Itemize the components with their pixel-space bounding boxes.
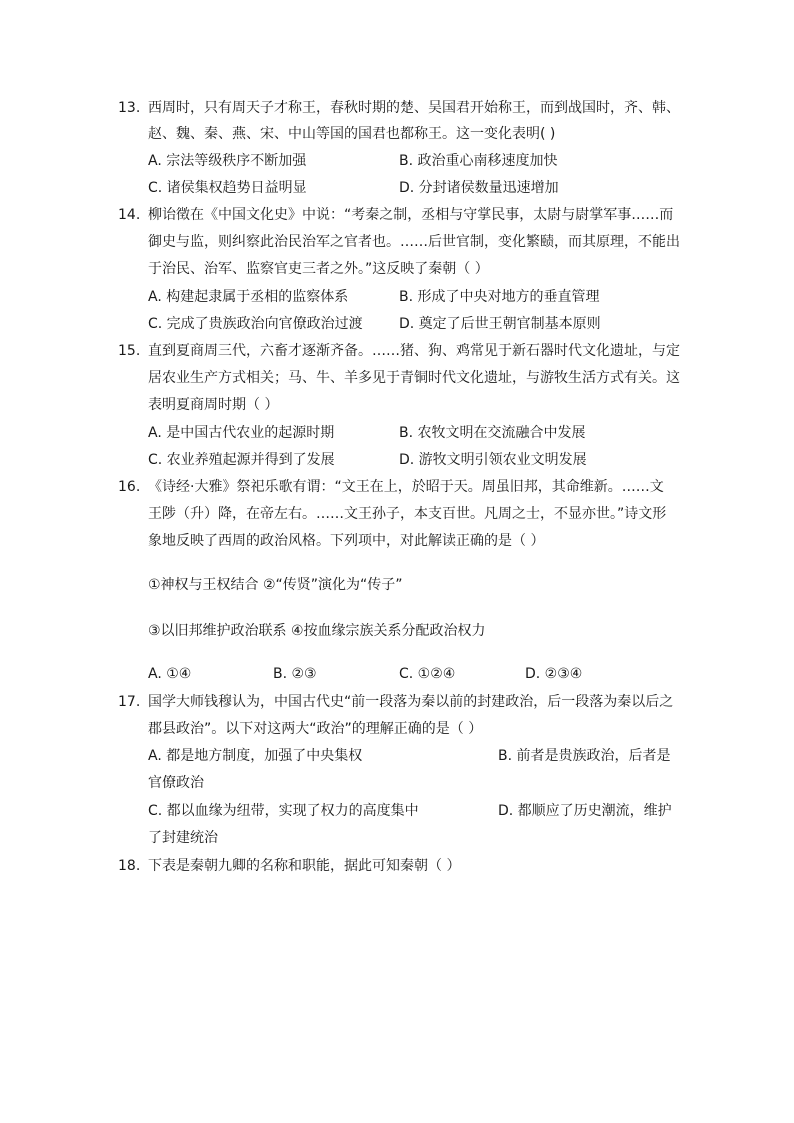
question-text-line: 表明夏商周时期（ ） [148,397,279,413]
question-text-line: 《诗经·大雅》祭祀乐歌有谓：“文王在上，於昭于天。周虽旧邦，其命维新。……文 [148,479,664,495]
question-number: 16. [118,479,141,495]
option-c: C. 农业养殖起源并得到了发展 [148,452,335,468]
option-a: A. 宗法等级秩序不断加强 [148,153,307,169]
option-b: B. ②③ [273,666,317,682]
option-d: D. 分封诸侯数量迅速增加 [399,180,559,196]
question-text-line: 柳诒徵在《中国文化史》中说：“考秦之制，丞相与守掌民事，太尉与尉掌军事……而 [148,207,674,223]
question-text-line: 国学大师钱穆认为，中国古代史“前一段落为秦以前的封建政治，后一段落为秦以后之 [148,694,674,710]
question-text-line: 下表是秦朝九卿的名称和职能，据此可知秦朝（ ） [148,858,461,874]
option-d: D. 奠定了后世王朝官制基本原则 [399,316,601,332]
option-a: A. 都是地方制度，加强了中央集权 [148,748,363,764]
question-number: 15. [118,343,141,359]
question-text-line: 于治民、治军、监察官吏三者之外。”这反映了秦朝（ ） [148,261,489,277]
option-d-continued: 了封建统治 [148,830,218,846]
question-text-line: 王陟（升）降，在帝左右。……文王孙子，本支百世。凡周之士，不显亦世。”诗文形 [148,506,667,522]
option-a: A. ①④ [148,666,192,682]
option-b: B. 政治重心南移速度加快 [399,153,558,169]
option-a: A. 构建起隶属于丞相的监察体系 [148,289,349,305]
option-c: C. 都以血缘为纽带，实现了权力的高度集中 [148,803,419,819]
option-a: A. 是中国古代农业的起源时期 [148,425,335,441]
option-d: D. 都顺应了历史潮流，维护 [498,803,672,819]
question-text-line: 象地反映了西周的政治风格。下列项中，对此解读正确的是（ ） [148,533,545,549]
question-text-line: 居农业生产方式相关；马、牛、羊多见于青铜时代文化遗址，与游牧生活方式有关。这 [148,370,680,386]
option-d: D. 游牧文明引领农业文明发展 [399,452,587,468]
option-b-continued: 官僚政治 [148,775,204,791]
statement-line: ①神权与王权结合 ②“传贤”演化为“传子” [148,577,403,593]
question-text-line: 西周时，只有周天子才称王，春秋时期的楚、吴国君开始称王，而到战国时，齐、韩、 [148,100,680,116]
option-c: C. 完成了贵族政治向官僚政治过渡 [148,316,363,332]
question-text-line: 赵、魏、秦、燕、宋、中山等国的国君也都称王。这一变化表明( ) [148,126,556,142]
option-b: B. 农牧文明在交流融合中发展 [399,425,586,441]
question-text-line: 郡县政治”。以下对这两大“政治”的理解正确的是（ ） [148,721,483,737]
option-c: C. ①②④ [399,666,456,682]
question-number: 17. [118,694,141,710]
question-text-line: 直到夏商周三代，六畜才逐渐齐备。……猪、狗、鸡常见于新石器时代文化遗址，与定 [148,343,680,359]
question-number: 14. [118,207,141,223]
question-number: 13. [118,100,141,116]
question-number: 18. [118,858,141,874]
option-d: D. ②③④ [525,666,583,682]
question-text-line: 御史与监，则纠察此治民治军之官者也。……后世官制，变化繁赜，而其原理，不能出 [148,234,680,250]
option-b: B. 前者是贵族政治，后者是 [498,748,671,764]
statement-line: ③以旧邦维护政治联系 ④按血缘宗族关系分配政治权力 [148,623,486,639]
option-c: C. 诸侯集权趋势日益明显 [148,180,307,196]
option-b: B. 形成了中央对地方的垂直管理 [399,289,600,305]
